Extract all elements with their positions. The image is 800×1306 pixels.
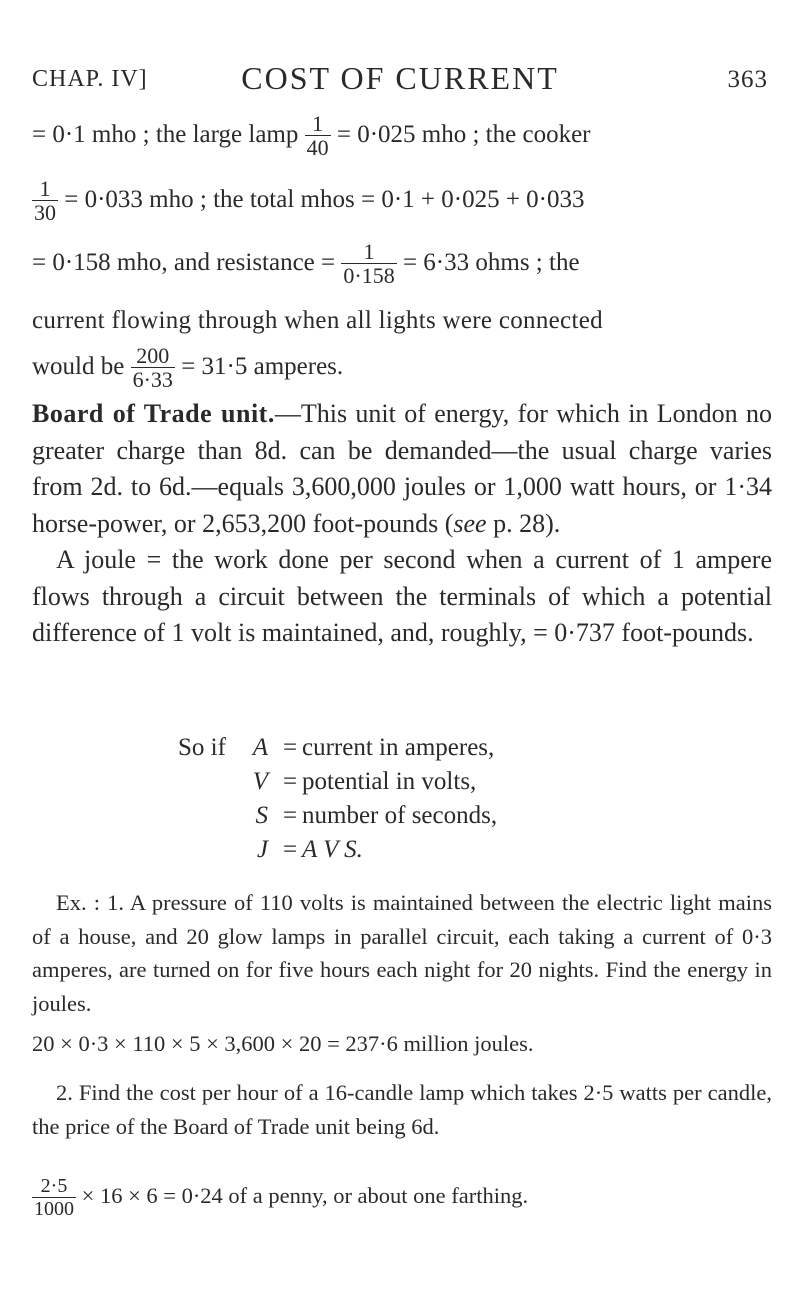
paragraph-text: —This unit of energy, for which in London no greater charge than 8d. can be demanded—the usual charge varies from 2d. to 6d.—equals 3,600,000 joules or 1,000 watt hours, or 1·34 horse-power, or 2,653,200 foot-pounds ( [32,399,772,538]
definition-symbol: V [252,768,268,795]
example-2 [32,1076,772,1143]
fraction [305,112,331,160]
definition-meaning: A V S. [302,836,363,863]
fraction-numerator: 200 [136,343,170,368]
fraction-denominator: 1000 [34,1198,74,1220]
paragraph-text-end: p. 28). [486,508,561,538]
board-of-trade-section [32,396,772,652]
calc-text: = 0·025 mho ; the cooker [336,120,591,148]
definition-symbol: S [255,802,268,829]
calc-text: = 31·5 amperes. [181,352,344,380]
definition-equals: = [282,802,298,829]
fraction-denominator: 40 [306,135,329,161]
fraction [131,344,175,392]
calc-text: = 0·158 mho, and resistance = [32,248,336,276]
calc-text: × 16 × 6 = 0·24 of a penny, or about one farthing. [81,1183,529,1209]
calc-line-2 [32,177,768,225]
definition-row [230,765,497,799]
board-paragraph-2: A joule = the work done per second when a current of 1 ampere flows through a circuit between the terminals of which a potential difference of 1 volt is maintained, and, roughly, = 0·737 foot-pounds. [32,545,772,647]
definition-row [230,799,497,833]
definition-symbol: J [256,836,268,863]
fraction-numerator: 1 [363,239,375,264]
definition-meaning: current in amperes, [302,734,495,761]
calc-text: = 0·033 mho ; the total mhos = 0·1 + 0·025 + 0·033 [64,185,585,213]
calc-text: = 0·1 mho ; the large lamp [32,120,299,148]
example-2-calculation [32,1176,768,1220]
example-1-text: Ex. : 1. A pressure of 110 volts is maintained between the electric light mains of a house, and 20 glow lamps in parallel circuit, each taking a current of 0·3 amperes, are turned on for five hours each night for 20 nights. Find the energy in joules. [32,890,772,1016]
calc-line-4: current flowing through when all lights were connected [32,307,603,334]
see-reference: see [453,508,487,538]
fraction-numerator: 1 [312,111,324,136]
running-header [32,60,768,100]
example-1 [32,886,772,1020]
page-title: COST OF CURRENT [241,60,559,96]
definition-row [230,833,497,867]
definition-equals: = [282,768,298,795]
page-number: 363 [727,66,768,93]
definition-row [178,731,497,765]
calc-line-3 [32,240,768,288]
fraction [341,240,396,288]
definition-equals: = [282,734,298,761]
example-2-text: 2. Find the cost per hour of a 16-candle lamp which takes 2·5 watts per candle, the price of the Board of Trade unit being 6d. [32,1080,772,1139]
fraction [32,177,58,225]
fraction-denominator: 30 [34,200,56,226]
definition-equals: = [282,836,298,863]
calc-text: = 6·33 ohms ; the [402,248,580,276]
section-heading: Board of Trade unit. [32,399,275,428]
fraction-denominator: 6·33 [132,367,173,393]
fraction [32,1176,76,1220]
board-paragraph-1 [32,396,772,542]
fraction-numerator: 1 [39,176,51,201]
definitions-intro: So if [178,734,226,761]
calc-line-1 [32,112,768,160]
fraction-denominator: 0·158 [343,263,395,289]
example-1-calculation: 20 × 0·3 × 110 × 5 × 3,600 × 20 = 237·6 million joules. [32,1031,534,1056]
definitions-block [178,731,498,867]
definition-meaning: potential in volts, [302,768,477,795]
fraction-numerator: 2·5 [40,1175,68,1197]
calc-line-5 [32,344,768,392]
calc-text: would be [32,352,125,380]
definition-symbol: A [252,734,268,761]
chapter-label: CHAP. IV] [32,66,148,92]
definition-meaning: number of seconds, [302,802,498,829]
